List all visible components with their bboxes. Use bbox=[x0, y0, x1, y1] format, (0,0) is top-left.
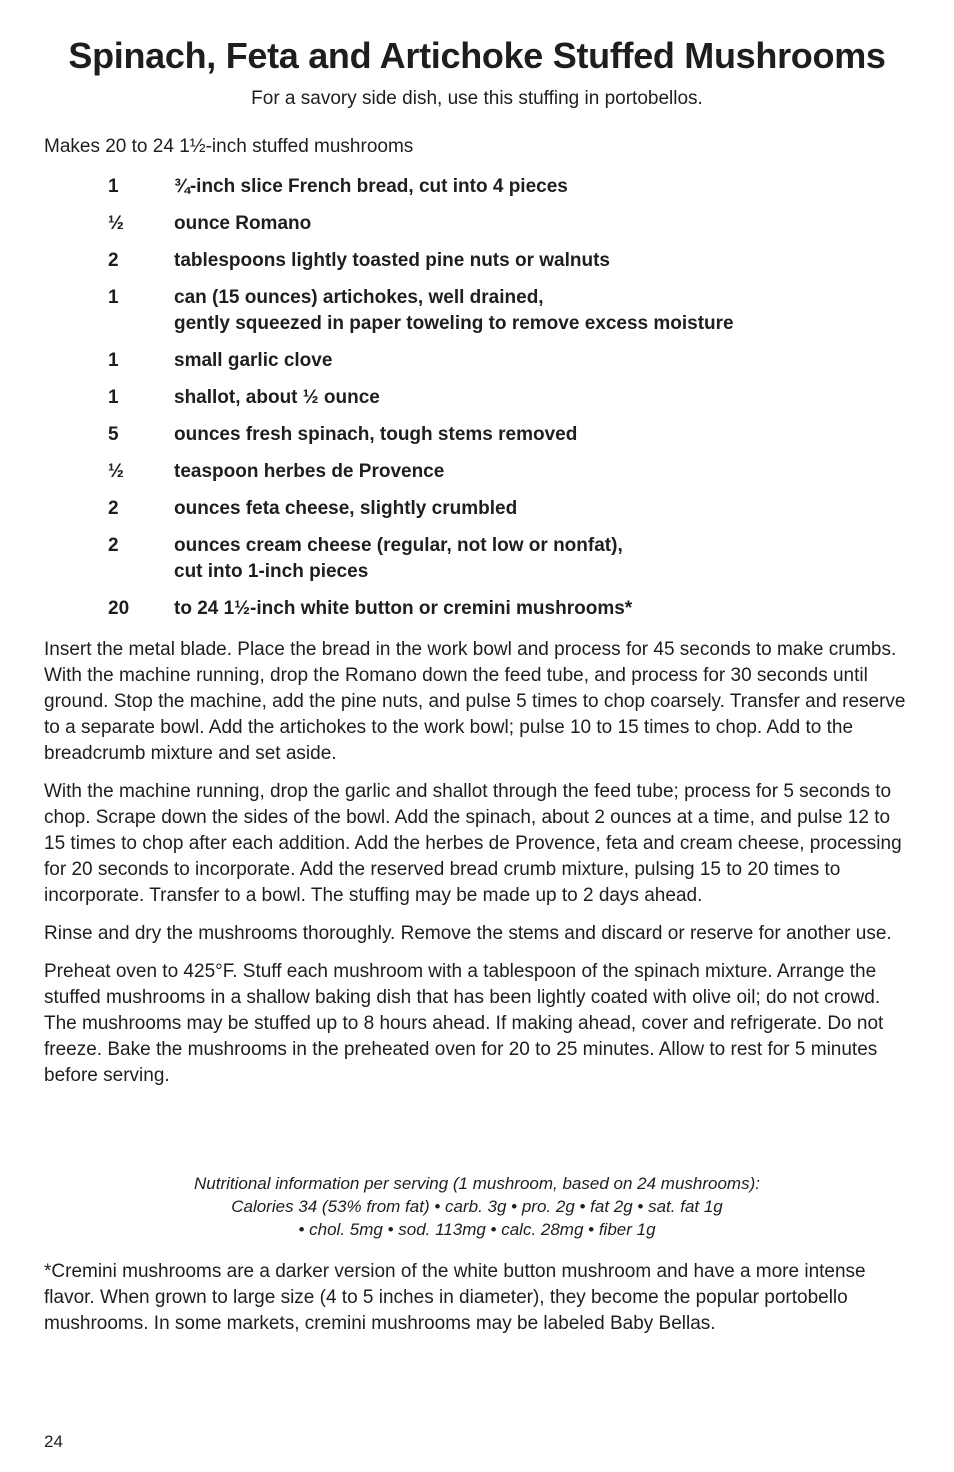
ingredient-description: ounce Romano bbox=[174, 213, 312, 234]
ingredient-quantity: ½ bbox=[108, 461, 124, 482]
ingredient-quantity: 1 bbox=[108, 350, 119, 371]
ingredient-description: ¾-inch slice French bread, cut into 4 pieces bbox=[174, 176, 568, 197]
footnote: *Cremini mushrooms are a darker version of the white button mushroom and have a more intense flavor. When grown to large size (4 to 5 inches in diameter), they become the popular portobello mushrooms. In some markets, cremini mushrooms may be labeled Baby Bellas. bbox=[44, 1261, 866, 1334]
instruction-paragraph: Preheat oven to 425°F. Stuff each mushroom with a tablespoon of the spinach mixture. Arrange the stuffed mushrooms in a shallow baking dish that has been lightly coated with olive oil; do not crowd. The mushrooms may be stuffed up to 8 hours ahead. If making ahead, cover and refrigerate. Do not freeze. Bake the mushrooms in the preheated oven for 20 to 25 minutes. Allow to rest for 5 minutes before serving. bbox=[44, 961, 884, 1086]
nutrition-line: • chol. 5mg • sod. 113mg • calc. 28mg • fiber 1g bbox=[298, 1220, 656, 1239]
recipe-subtitle: For a savory side dish, use this stuffing in portobellos. bbox=[251, 88, 703, 109]
nutrition-info bbox=[0, 1172, 954, 1241]
ingredient-quantity: 1 bbox=[108, 287, 119, 308]
instruction-paragraph: With the machine running, drop the garlic and shallot through the feed tube; process for 5 seconds to chop. Scrape down the sides of the bowl. Add the spinach, about 2 ounces at a time, and pulse 12 to 15 times to chop after each addition. Add the herbes de Provence, feta and cream cheese, processing for 20 seconds to incorporate. Add the reserved bread crumb mixture, pulsing 15 to 20 times to incorporate. Transfer to a bowl. The stuffing may be made up to 2 days ahead. bbox=[44, 781, 902, 906]
ingredient-list bbox=[108, 174, 928, 633]
ingredient-description: ounces feta cheese, slightly crumbled bbox=[174, 498, 518, 519]
ingredient-quantity: ½ bbox=[108, 213, 124, 234]
ingredient-quantity: 20 bbox=[108, 598, 130, 619]
recipe-yield: Makes 20 to 24 1½-inch stuffed mushrooms bbox=[44, 136, 414, 157]
ingredient-item bbox=[108, 596, 928, 622]
ingredient-item bbox=[108, 385, 928, 411]
ingredient-item bbox=[108, 422, 928, 448]
ingredient-quantity: 2 bbox=[108, 535, 119, 556]
ingredient-description: teaspoon herbes de Provence bbox=[174, 461, 445, 482]
page-number: 24 bbox=[44, 1432, 63, 1451]
ingredient-item bbox=[108, 533, 928, 585]
ingredient-description: to 24 1½-inch white button or cremini mushrooms* bbox=[174, 598, 633, 619]
ingredient-item bbox=[108, 174, 928, 200]
recipe-instructions bbox=[44, 637, 914, 1101]
ingredient-quantity: 2 bbox=[108, 498, 119, 519]
ingredient-description: tablespoons lightly toasted pine nuts or walnuts bbox=[174, 250, 610, 271]
ingredient-description: ounces fresh spinach, tough stems removed bbox=[174, 424, 578, 445]
ingredient-item bbox=[108, 459, 928, 485]
nutrition-line: Calories 34 (53% from fat) • carb. 3g • pro. 2g • fat 2g • sat. fat 1g bbox=[231, 1197, 723, 1216]
ingredient-item bbox=[108, 285, 928, 337]
instruction-paragraph: Rinse and dry the mushrooms thoroughly. Remove the stems and discard or reserve for another use. bbox=[44, 923, 892, 944]
ingredient-description: can (15 ounces) artichokes, well drained, gently squeezed in paper toweling to remove excess moisture bbox=[174, 287, 734, 334]
ingredient-item bbox=[108, 348, 928, 374]
ingredient-description: ounces cream cheese (regular, not low or nonfat), cut into 1-inch pieces bbox=[174, 535, 623, 582]
ingredient-quantity: 2 bbox=[108, 250, 119, 271]
ingredient-item bbox=[108, 496, 928, 522]
ingredient-quantity: 1 bbox=[108, 387, 119, 408]
ingredient-quantity: 1 bbox=[108, 176, 119, 197]
nutrition-line: Nutritional information per serving (1 mushroom, based on 24 mushrooms): bbox=[194, 1174, 760, 1193]
ingredient-item bbox=[108, 211, 928, 237]
ingredient-item bbox=[108, 248, 928, 274]
recipe-title: Spinach, Feta and Artichoke Stuffed Mushrooms bbox=[68, 35, 886, 76]
ingredient-description: shallot, about ½ ounce bbox=[174, 387, 380, 408]
instruction-paragraph: Insert the metal blade. Place the bread in the work bowl and process for 45 seconds to make crumbs. With the machine running, drop the Romano down the feed tube, and process for 30 seconds until ground. Stop the machine, add the pine nuts, and pulse 5 times to chop coarsely. Transfer and reserve to a separate bowl. Add the artichokes to the work bowl; pulse 10 to 15 times to chop. Add to the breadcrumb mixture and set aside. bbox=[44, 639, 906, 764]
ingredient-quantity: 5 bbox=[108, 424, 119, 445]
ingredient-description: small garlic clove bbox=[174, 350, 333, 371]
